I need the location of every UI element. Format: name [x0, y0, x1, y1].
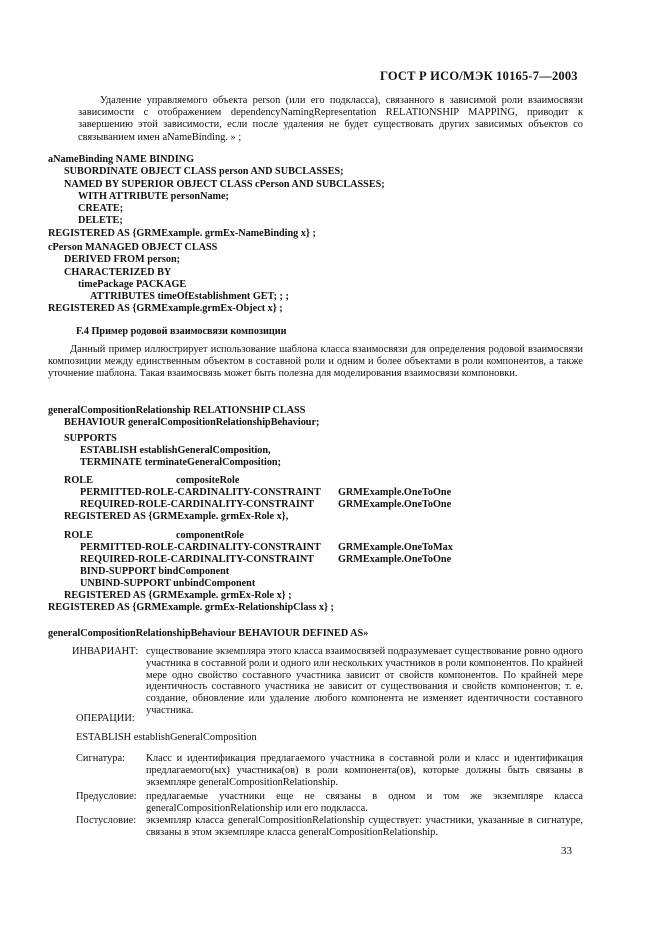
code-line: ATTRIBUTES timeOfEstablishment GET; ; ; — [90, 291, 289, 303]
code-line: REQUIRED-ROLE-CARDINALITY-CONSTRAINT — [80, 499, 314, 510]
document-header: ГОСТ Р ИСО/МЭК 10165-7—2003 — [380, 69, 578, 83]
intro-paragraph: Удаление управляемого объекта person (или его подкласса), связанного в зависимой роли взаимосвязи зависимости с отображением dependencyNamingRepresentation RELATIONSHIP MAPPING, приводит к завершению этой зависимости, если после удаления не будет существовать других зависимых объектов со связыванием имен aNameBinding. » ; — [78, 95, 583, 143]
code-line: DELETE; — [78, 215, 123, 227]
code-line: GRMExample.OneToOne — [338, 487, 452, 498]
managed-object-code — [48, 242, 289, 316]
code-line: GRMExample.OneToMax — [338, 542, 453, 553]
code-line: REGISTERED AS {GRMExample. grmEx-Role x} ; — [64, 590, 292, 601]
operations-label: ОПЕРАЦИИ: — [76, 713, 135, 724]
section-title: F.4 Пример родовой взаимосвязи композиции — [76, 326, 287, 337]
code-line: BEHAVIOUR generalCompositionRelationshipBehaviour; — [64, 417, 320, 428]
code-line: GRMExample.OneToOne — [338, 499, 452, 510]
code-line: compositeRole — [176, 475, 240, 486]
code-line: ROLE — [64, 475, 93, 486]
code-line: REQUIRED-ROLE-CARDINALITY-CONSTRAINT — [80, 554, 314, 565]
postcondition-text: экземпляр класса generalCompositionRelationship существует: участники, указанные в сигнатуре, связаны в этом экземпляре класса generalCompositionRelationship. — [146, 815, 583, 838]
signature-label: Сигнатура: — [76, 753, 125, 764]
code-line: REGISTERED AS {GRMExample. grmEx-RelationshipClass x} ; — [48, 602, 334, 613]
code-line: generalCompositionRelationship RELATIONSHIP CLASS — [48, 405, 306, 416]
code-line: REGISTERED AS {GRMExample.grmEx-Object x} ; — [48, 303, 283, 315]
code-line: TERMINATE terminateGeneralComposition; — [80, 457, 281, 468]
code-line: GRMExample.OneToOne — [338, 554, 452, 565]
code-line: PERMITTED-ROLE-CARDINALITY-CONSTRAINT — [80, 542, 321, 553]
code-line: WITH ATTRIBUTE personName; — [78, 190, 229, 202]
code-line: ROLE — [64, 530, 93, 541]
invariant-label: ИНВАРИАНТ: — [72, 646, 139, 657]
code-line: DERIVED FROM person; — [64, 254, 181, 266]
precondition-text: предлагаемые участники еще не связаны в одном и том же экземпляре класса generalCompositionRelationship или его подкласса. — [146, 791, 583, 814]
postcondition-label: Постусловие: — [76, 815, 137, 826]
signature-text: Класс и идентификация предлагаемого участника в составной роли и класс и идентификация предлагаемого(ых) участника(ов) в роли компонента(ов), которые должны быть связаны в экземпляре generalCompositionRelationship. — [146, 753, 583, 788]
code-line: componentRole — [176, 530, 244, 541]
code-line: SUPPORTS — [64, 433, 117, 444]
code-line: REGISTERED AS {GRMExample. grmEx-Role x}, — [64, 511, 289, 522]
code-line: CHARACTERIZED BY — [64, 266, 172, 278]
code-line: BIND-SUPPORT bindComponent — [80, 566, 230, 577]
code-line: REGISTERED AS {GRMExample. grmEx-NameBinding x} ; — [48, 227, 316, 239]
relationship-class-code — [48, 405, 588, 615]
code-line: SUBORDINATE OBJECT CLASS person AND SUBCLASSES; — [64, 166, 344, 178]
behaviour-title: generalCompositionRelationshipBehaviour BEHAVIOUR DEFINED AS» — [48, 628, 369, 639]
code-line: aNameBinding NAME BINDING — [48, 154, 195, 165]
code-line: UNBIND-SUPPORT unbindComponent — [80, 578, 256, 589]
code-line: PERMITTED-ROLE-CARDINALITY-CONSTRAINT — [80, 487, 321, 498]
code-line: timePackage PACKAGE — [78, 278, 187, 290]
precondition-label: Предусловие: — [76, 791, 137, 802]
code-line: NAMED BY SUPERIOR OBJECT CLASS cPerson AND SUBCLASSES; — [64, 178, 385, 190]
establish-label: ESTABLISH establishGeneralComposition — [76, 732, 257, 743]
code-line: ESTABLISH establishGeneralComposition, — [80, 445, 271, 456]
page-number: 33 — [561, 845, 572, 857]
name-binding-code — [48, 154, 385, 240]
section-paragraph: Данный пример иллюстрирует использование шаблона класса взаимосвязи для определения родовой взаимосвязи композиции между единственным объектом в составной роли и одним и более объектами в роли компонентов, а также уточнение шаблона. Такая взаимосвязь может быть полезна для моделирования взаимосвязи компоновки. — [48, 344, 583, 380]
code-line: cPerson MANAGED OBJECT CLASS — [48, 242, 218, 253]
invariant-text: существование экземпляра этого класса взаимосвязей подразумевает существование ровно одного участника в составной роли и одного или нескольких участников в роли компонентов. По крайней мере одно свойство составного участника зависит от свойств компонентов. По крайней мере идентичность составного участника не зависит от существования и свойств компонентов; т. е. создание, обновление или удаление любого компонента не изменяет идентичности составного участника. — [146, 646, 583, 716]
code-line: CREATE; — [78, 203, 124, 215]
